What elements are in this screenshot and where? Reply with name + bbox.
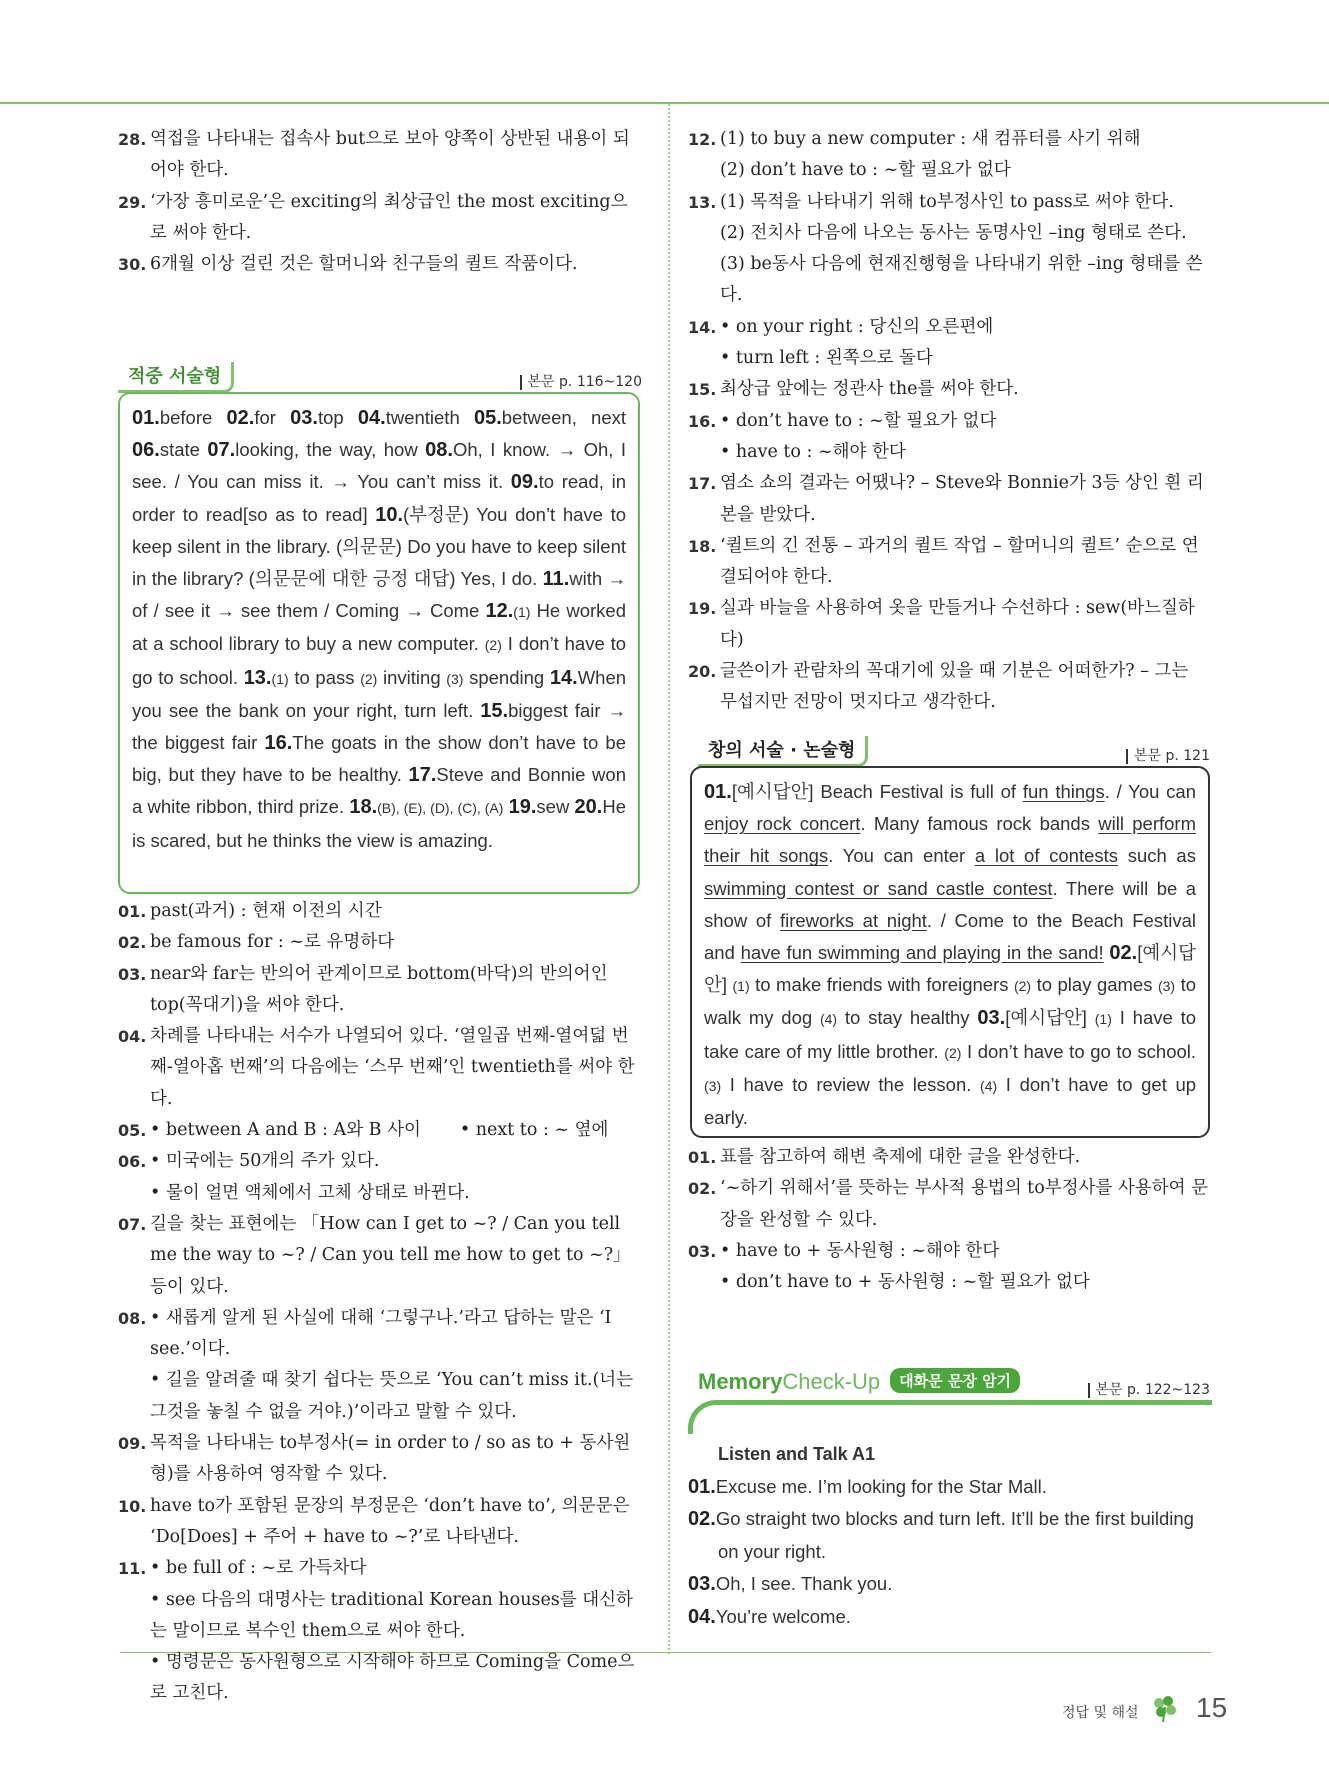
entry-number: 17.	[688, 474, 717, 494]
answer-num: 14.	[549, 666, 578, 689]
memory-curve-decoration	[688, 1400, 1212, 1434]
underlined-phrase: a lot of contests	[974, 845, 1119, 867]
underlined-phrase: have fun swimming and playing in the sand!	[740, 942, 1104, 964]
answer-text: . Many famous rock bands	[860, 813, 1099, 835]
entry-number: 10.	[118, 1496, 147, 1516]
entry-line: • see 다음의 대명사는 traditional Korean houses를 대신하는 말이므로 복수인 them으로 써야 한다.	[150, 1589, 633, 1641]
answer-box-creative	[690, 766, 1210, 1138]
example-tag: [예시답안]	[731, 781, 814, 802]
sub-label: (3)	[704, 1077, 722, 1094]
section-header-written	[118, 362, 642, 396]
answer-text: twentieth	[385, 407, 460, 428]
column-divider	[668, 104, 670, 1654]
answer-text: top	[317, 407, 344, 428]
answer-text: state	[159, 439, 200, 461]
memory-sentence-number: 01.	[688, 1475, 716, 1498]
entry-line: ‘퀼트의 긴 전통 – 과거의 퀼트 작업 – 할머니의 퀼트’ 순으로 연결되어야 한다.	[720, 535, 1199, 588]
entry-number: 28.	[118, 130, 147, 149]
explanation-entry	[688, 1236, 1210, 1299]
answer-text: for	[254, 407, 276, 428]
entry-line: (3) be동사 다음에 현재진행형을 나타내기 위한 –ing 형태를 쓴다.	[720, 254, 1203, 306]
memory-badge: 대화문 문장 암기	[890, 1368, 1020, 1393]
answer-num: 01.	[132, 407, 160, 429]
answer-num: 19.	[508, 796, 537, 819]
entry-number: 07.	[118, 1214, 147, 1234]
entry-number: 20.	[688, 662, 717, 682]
answer-num: 20.	[574, 796, 603, 819]
left-explanations	[118, 896, 642, 1710]
sub-label: (4)	[980, 1077, 998, 1094]
leaf-icon	[1150, 1695, 1180, 1723]
answer-text: I have to review the lesson.	[729, 1073, 972, 1095]
entry-line: (2) don’t have to : ~할 필요가 없다	[720, 160, 1011, 181]
answer-num: 18.	[349, 796, 378, 819]
answer-text: . You can enter	[828, 845, 975, 867]
explanation-entry	[118, 1209, 642, 1303]
answer-text: to walk my dog	[704, 974, 1197, 1029]
entry-number: 02.	[688, 1179, 717, 1199]
answer-text: When you see the bank on your right, turn left.	[132, 666, 627, 721]
entry-line: • 물이 얼면 액체에서 고체 상태로 바뀐다.	[150, 1182, 470, 1203]
answer-text: . / Come to the Beach Festival and	[704, 909, 1196, 964]
entry-line: • don’t have to + 동사원형 : ~할 필요가 없다	[720, 1272, 1090, 1293]
memory-sentence	[688, 1503, 1210, 1568]
entry-line: • 명령문은 동사원형으로 시작해야 하므로 Coming을 Come으로 고친다.	[150, 1652, 635, 1704]
explanation-entry	[688, 593, 1210, 656]
explanation-entry	[118, 1146, 642, 1209]
section-header-creative	[698, 736, 1210, 770]
answer-text: . / You can	[1104, 781, 1196, 802]
entry-line: • have to + 동사원형 : ~해야 한다	[720, 1240, 1000, 1261]
answer-num: 15.	[480, 699, 509, 722]
entry-line: (1) to buy a new computer : 새 컴퓨터를 사기 위해	[720, 129, 1141, 149]
entry-number: 02.	[118, 933, 147, 953]
explanation-entry	[688, 531, 1210, 594]
memory-sentence	[688, 1471, 1210, 1504]
underlined-phrase: swimming contest or sand castle contest	[704, 877, 1053, 899]
entry-line: 차례를 나타내는 서수가 나열되어 있다. ‘열일곱 번째-열여덟 번째-열아홉 번째’의 다음에는 ‘스무 번째’인 twentieth를 써야 한다.	[150, 1026, 635, 1109]
right-explanations	[688, 124, 1210, 719]
answer-text: Oh, I know. → Oh, I see. / You can miss it. → You can’t miss it.	[132, 439, 627, 493]
memory-sentence-text: Excuse me. I’m looking for the Star Mall.	[715, 1475, 1047, 1497]
explanation-entry	[118, 1115, 642, 1146]
entry-line: • on your right : 당신의 오른편에	[720, 316, 994, 337]
answer-text: to read, in order to read[so as to read]	[132, 471, 626, 525]
entry-number: 03.	[118, 964, 147, 984]
entry-line: 목적을 나타내는 to부정사(= in order to / so as to + 동사원형)를 사용하여 영작할 수 있다.	[150, 1433, 631, 1485]
entry-number: 15.	[688, 380, 717, 400]
underlined-phrase: will perform their hit songs	[704, 813, 1196, 867]
answer-num: 12.	[485, 600, 514, 623]
sub-label: (2)	[944, 1044, 962, 1061]
answer-num: 13.	[243, 666, 272, 689]
answer-text: sew	[536, 796, 570, 818]
answer-num: 04.	[357, 407, 386, 429]
memory-sentence-number: 02.	[688, 1508, 716, 1530]
answer-num: 11.	[542, 568, 570, 591]
explanation-entry	[118, 1491, 642, 1554]
entry-line: ‘~하기 위해서’를 뜻하는 부사적 용법의 to부정사를 사용하여 문장을 완성할 수 있다.	[720, 1178, 1209, 1230]
entry-number: 19.	[688, 599, 717, 619]
entry-line: 표를 참고하여 해변 축제에 대한 글을 완성한다.	[720, 1147, 1081, 1167]
sub-label: (2)	[360, 670, 378, 687]
sub-label: (1)	[732, 978, 750, 995]
entry-number: 03.	[688, 1241, 717, 1261]
memory-sentence	[688, 1601, 1210, 1634]
answer-text: Steve and Bonnie won a white ribbon, third prize.	[132, 764, 626, 818]
explanation-entry	[688, 406, 1210, 469]
memory-subtitle: Listen and Talk A1	[718, 1444, 876, 1464]
answer-num: 01.	[704, 781, 732, 803]
entry-number: 04.	[118, 1027, 147, 1047]
explanation-entry	[688, 468, 1210, 531]
answer-text: Beach Festival is full of	[820, 781, 1023, 802]
memory-page-ref: 본문 p. 122~123	[1088, 1383, 1210, 1398]
explanation-entry	[118, 927, 642, 958]
entry-number: 01.	[118, 902, 147, 921]
memory-sentence	[688, 1568, 1210, 1601]
answer-num: 02.	[1109, 942, 1138, 965]
answer-text: to stay healthy	[844, 1007, 970, 1029]
explanation-entry	[688, 656, 1210, 719]
sub-label: (1)	[513, 604, 531, 621]
entry-number: 05.	[118, 1121, 147, 1141]
explanation-entry	[118, 1303, 642, 1428]
page-number: 15	[1196, 1692, 1228, 1723]
sub-label: (3)	[446, 670, 464, 687]
answer-num: 09.	[510, 471, 539, 494]
entry-line: near와 far는 반의어 관계이므로 bottom(바닥)의 반의어인 top(꼭대기)을 써야 한다.	[150, 963, 608, 1015]
entry-line: • turn left : 왼쪽으로 돌다	[720, 348, 933, 369]
answer-text: He is scared, but he thinks the view is amazing.	[132, 796, 627, 851]
answer-num: 16.	[264, 732, 293, 755]
entry-line: 길을 찾는 표현에는 「How can I get to ~? / Can you tell me the way to ~? / Can you tell me how to get to ~?」 등이 있다.	[150, 1213, 631, 1297]
entry-line: have to가 포함된 문장의 부정문은 ‘don’t have to’, 의문문은 ‘Do[Does] + 주어 + have to ~?’로 나타낸다.	[150, 1495, 630, 1547]
answer-num: 08.	[425, 439, 453, 462]
sub-label: (2)	[1013, 978, 1032, 995]
explanation-entry	[118, 1021, 642, 1115]
memory-sentence-text: Oh, I see. Thank you.	[715, 1573, 893, 1594]
answer-text: looking, the way, how	[235, 439, 418, 461]
underlined-phrase: fireworks at night	[779, 909, 927, 931]
answer-text: I don’t have to go to school.	[967, 1040, 1197, 1062]
answer-text: (부정문) You don’t have to keep silent in the library. (의문문) Do you have to keep silent in the library? (의문문에 대한 긍정 대답) Yes, I do.	[132, 503, 626, 590]
answer-text: I have to take care of my little brother.	[704, 1007, 1197, 1062]
answer-num: 10.	[375, 503, 404, 526]
answer-num: 03.	[290, 407, 318, 429]
answer-num: 03.	[977, 1007, 1006, 1030]
section-title: 창의 서술 · 논술형	[698, 736, 868, 767]
memory-sentence-text: Go straight two blocks and turn left. It’ll be the first building on your right.	[715, 1508, 1194, 1562]
answer-text: such as	[1118, 845, 1196, 867]
memory-title	[698, 1369, 880, 1394]
sub-label: (2)	[484, 637, 502, 654]
answer-text: He worked at a school library to buy a new computer.	[132, 600, 626, 655]
entry-number: 18.	[688, 536, 717, 556]
entry-number: 16.	[688, 411, 717, 431]
entry-number: 01.	[688, 1148, 717, 1167]
explanation-entry	[688, 312, 1210, 375]
entry-number: 12.	[688, 130, 717, 149]
top-rule	[0, 102, 1329, 104]
footer-label: 정답 및 해설	[1062, 1705, 1139, 1721]
underlined-phrase: enjoy rock concert	[704, 813, 861, 835]
answer-box-written	[118, 392, 640, 894]
entry-line: 6개월 이상 걸린 것은 할머니와 친구들의 퀼트 작품이다.	[150, 254, 578, 275]
section-page-ref: 본문 p. 116~120	[520, 375, 642, 390]
explanation-entry	[688, 187, 1210, 312]
entry-line: • 길을 알려줄 때 찾기 쉽다는 뜻으로 ‘You can’t miss it.(너는 그것을 놓칠 수 없을 거야.)’이라고 말할 수 있다.	[150, 1370, 634, 1422]
answer-text: I don’t have to go to school.	[132, 633, 627, 688]
answer-text: I don’t have to get up early.	[704, 1073, 1197, 1129]
entry-number: 06.	[118, 1152, 147, 1172]
section-page-ref: 본문 p. 121	[1126, 749, 1210, 764]
sub-label: (1)	[1094, 1011, 1112, 1028]
entry-line: • have to : ~해야 한다	[720, 441, 906, 462]
entry-line: • 미국에는 50개의 주가 있다.	[150, 1151, 380, 1172]
entry-number: 14.	[688, 317, 717, 337]
explanation-entry	[688, 1142, 1210, 1173]
entry-line: 역접을 나타내는 접속사 but으로 보아 양쪽이 상반된 내용이 되어야 한다.	[150, 129, 630, 181]
answer-text: between, next	[501, 407, 627, 428]
entry-line: past(과거) : 현재 이전의 시간	[150, 901, 382, 921]
entry-line: • don’t have to : ~할 필요가 없다	[720, 410, 997, 431]
memory-sentence-number: 03.	[688, 1573, 716, 1595]
entry-line: 염소 쇼의 결과는 어땠나? – Steve와 Bonnie가 3등 상인 흰 리본을 받았다.	[720, 473, 1204, 525]
answer-num: 07.	[207, 439, 236, 462]
section-title: 적중 서술형	[118, 362, 234, 393]
example-tag: [예시답안]	[1005, 1007, 1087, 1029]
answer-num: 06.	[132, 439, 160, 462]
entry-line: ‘가장 흥미로운’은 exciting의 최상급인 the most exciting으로 써야 한다.	[150, 191, 628, 243]
entry-line: be famous for : ~로 유명하다	[150, 932, 395, 953]
entry-line: (2) 전치사 다음에 나오는 동사는 동명사인 –ing 형태로 쓴다.	[720, 222, 1187, 243]
answer-text: biggest fair → the biggest fair	[132, 699, 627, 754]
entry-line: • be full of : ~로 가득차다	[150, 1558, 367, 1579]
answer-text: inviting	[383, 666, 441, 688]
memory-sentence-text: You’re welcome.	[715, 1605, 851, 1627]
entry-line: 최상급 앞에는 정관사 the를 써야 한다.	[720, 379, 1019, 400]
explanation-entry	[118, 187, 642, 250]
answer-num: 05.	[473, 407, 502, 429]
sub-label: (3)	[1157, 978, 1176, 995]
answer-text: with → of / see it → see them / Coming → Come	[132, 568, 626, 622]
checkup-word: Check-Up	[782, 1369, 881, 1394]
answer-text: The goats in the show don’t have to be big, but they have to be healthy.	[132, 732, 627, 786]
memory-word: Memory	[698, 1369, 783, 1394]
explanation-entry	[688, 124, 1210, 187]
entry-line: • between A and B : A와 B 사이 • next to : ~ 옆에	[150, 1120, 609, 1141]
answer-text: spending	[469, 666, 545, 688]
entry-number: 08.	[118, 1308, 147, 1328]
explanation-entry	[118, 896, 642, 927]
sub-label: (4)	[819, 1011, 838, 1028]
entry-number: 29.	[118, 192, 147, 212]
explanation-entry	[118, 249, 642, 280]
answer-text: (B), (E), (D), (C), (A)	[377, 800, 504, 817]
answer-text: . There will be a show of	[704, 877, 1196, 931]
explanation-entry	[118, 959, 642, 1022]
underlined-phrase: fun things	[1022, 781, 1105, 802]
entry-line: 실과 바늘을 사용하여 옷을 만들거나 수선하다 : sew(바느질하다)	[720, 598, 1195, 650]
entry-number: 13.	[688, 192, 717, 212]
entry-line: • 새롭게 알게 된 사실에 대해 ‘그렇구나.’라고 답하는 말은 ‘I see.’이다.	[150, 1307, 612, 1360]
entry-number: 09.	[118, 1434, 147, 1454]
left-top-explanations	[118, 124, 642, 280]
explanation-entry	[118, 1553, 642, 1709]
entry-number: 11.	[118, 1559, 147, 1579]
entry-number: 30.	[118, 255, 147, 275]
answer-text: before	[159, 407, 213, 428]
entry-line: 글쓴이가 관람차의 꼭대기에 있을 때 기분은 어떠한가? – 그는 무섭지만 전망이 멋지다고 생각한다.	[720, 661, 1189, 713]
example-tag: [예시답안]	[704, 942, 1196, 996]
answer-num: 02.	[226, 407, 255, 429]
explanation-entry	[118, 124, 642, 187]
answer-text: to play games	[1036, 974, 1153, 996]
explanation-entry	[688, 1173, 1210, 1236]
answer-num: 17.	[408, 764, 437, 787]
memory-sentence-number: 04.	[688, 1605, 716, 1628]
explanation-entry	[688, 374, 1210, 405]
answer-text: to make friends with foreigners	[755, 974, 1009, 996]
answer-text: to pass	[294, 666, 355, 688]
sub-label: (1)	[271, 670, 289, 687]
entry-line: (1) 목적을 나타내기 위해 to부정사인 to pass로 써야 한다.	[720, 191, 1174, 212]
memory-body	[688, 1438, 1210, 1633]
explanation-entry	[118, 1428, 642, 1491]
creative-explanations	[688, 1142, 1210, 1298]
